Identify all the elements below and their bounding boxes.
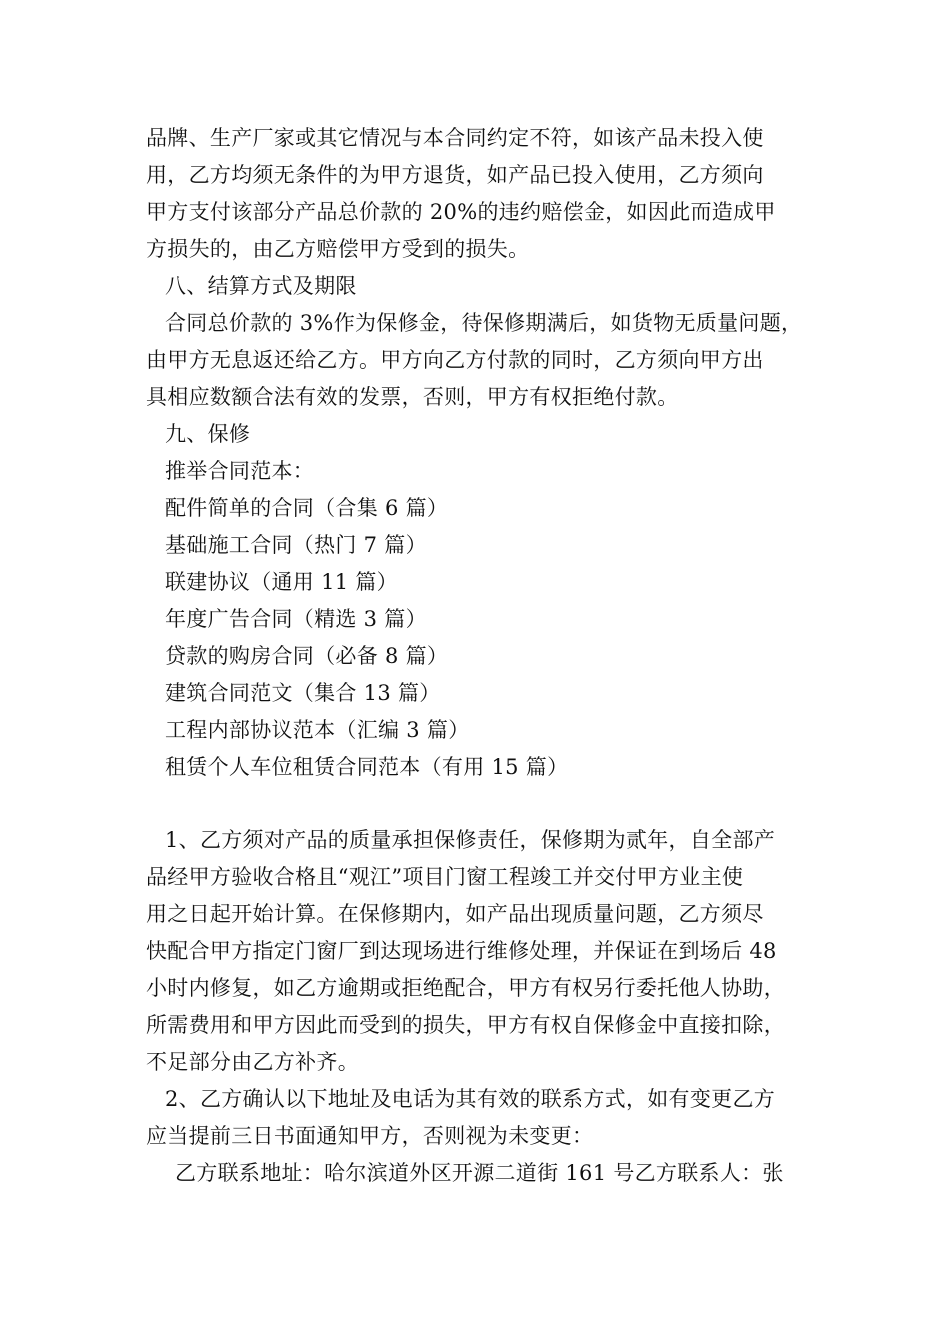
template-link[interactable]: 贷款的购房合同（必备 8 篇） [165,644,449,668]
paragraph-line: 小时内修复，如乙方逾期或拒绝配合，甲方有权另行委托他人协助， [146,976,785,1000]
template-link[interactable]: 租赁个人车位租赁合同范本（有用 15 篇） [165,755,569,779]
section-heading-warranty: 九、保修 [165,422,251,446]
paragraph-line: 用，乙方均须无条件的为甲方退货，如产品已投入使用，乙方须向 [146,163,764,187]
template-link[interactable]: 建筑合同范文（集合 13 篇） [165,681,441,705]
section-heading-settlement: 八、结算方式及期限 [165,274,357,298]
paragraph-line: 合同总价款的 3%作为保修金，待保修期满后，如货物无质量问题， [165,311,803,335]
paragraph-line: 1、乙方须对产品的质量承担保修责任，保修期为贰年，自全部产 [165,828,776,852]
paragraph-line: 具相应数额合法有效的发票，否则，甲方有权拒绝付款。 [146,385,679,409]
template-link[interactable]: 配件简单的合同（合集 6 篇） [165,496,449,520]
template-link[interactable]: 工程内部协议范本（汇编 3 篇） [165,718,470,742]
paragraph-line: 所需费用和甲方因此而受到的损失，甲方有权自保修金中直接扣除， [146,1013,785,1037]
paragraph-line: 品经甲方验收合格且“观江”项目门窗工程竣工并交付甲方业主使 [146,865,744,889]
paragraph-line: 不足部分由乙方补齐。 [146,1050,359,1074]
paragraph-line: 应当提前三日书面通知甲方，否则视为未变更： [146,1124,594,1148]
paragraph-line: 甲方支付该部分产品总价款的 20%的违约赔偿金，如因此而造成甲 [146,200,776,224]
template-link[interactable]: 联建协议（通用 11 篇） [165,570,398,594]
paragraph-line: 由甲方无息返还给乙方。甲方向乙方付款的同时，乙方须向甲方出 [146,348,764,372]
paragraph-line: 乙方联系地址：哈尔滨道外区开源二道街 161 号乙方联系人：张 [175,1161,784,1185]
paragraph-line: 品牌、生产厂家或其它情况与本合同约定不符，如该产品未投入使 [146,126,764,150]
paragraph-line: 2、乙方确认以下地址及电话为其有效的联系方式，如有变更乙方 [165,1087,776,1111]
template-link[interactable]: 年度广告合同（精选 3 篇） [165,607,427,631]
paragraph-line: 方损失的，由乙方赔偿甲方受到的损失。 [146,237,530,261]
paragraph-line: 快配合甲方指定门窗厂到达现场进行维修处理，并保证在到场后 48 [146,939,777,963]
template-link[interactable]: 基础施工合同（热门 7 篇） [165,533,427,557]
paragraph-line: 用之日起开始计算。在保修期内，如产品出现质量问题，乙方须尽 [146,902,764,926]
recommended-templates-label: 推举合同范本： [165,459,315,483]
